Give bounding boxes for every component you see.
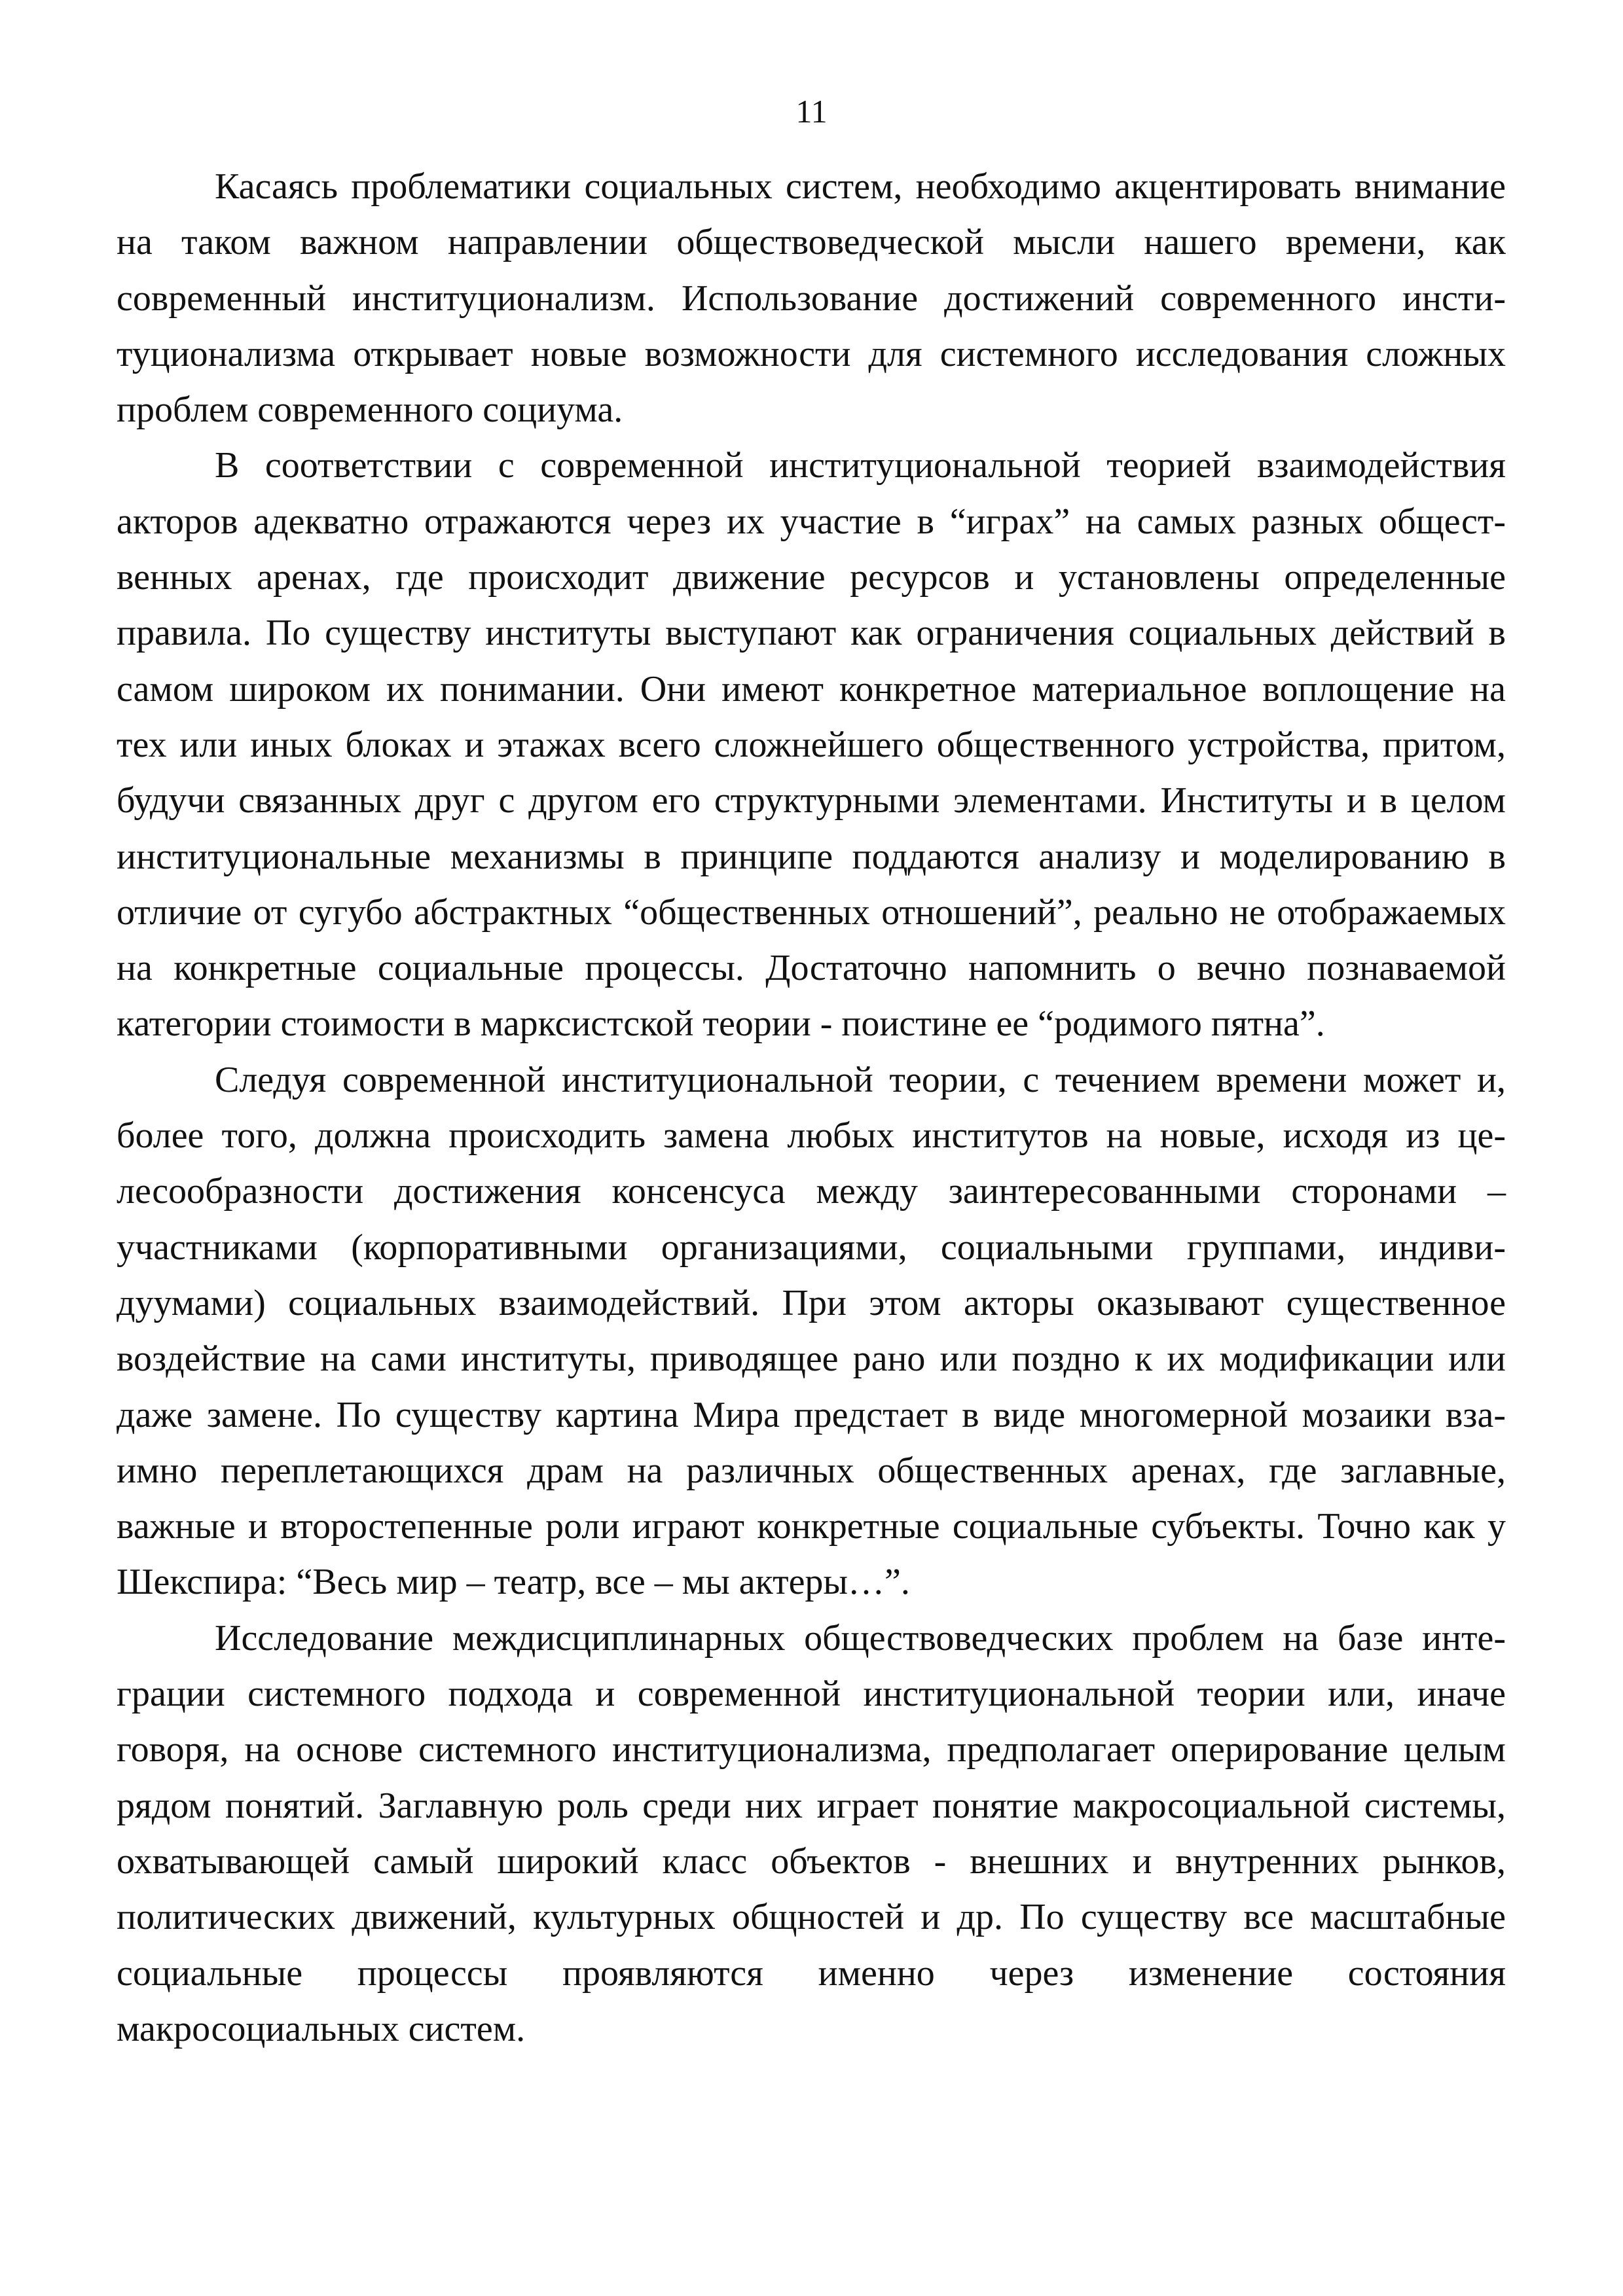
page-number: 11 [795, 93, 828, 130]
paragraph-institution-replacement: Следуя современной институциональной теории, с течением времени может и, более того, должна происходить замена любых институтов на новые, исходя из целесообразности достижения консенсуса между заинтересованными сторонами – участниками (корпоративными организациями, социальными группами, индивидуумами) социальных взаимодействий. При этом акторы оказывают существенное воздействие на сами институты, приводящее рано или поздно к их модификации или даже замене. По существу картина Мира предстает в виде многомерной мозаики взаимно переплетающихся драм на различных общественных аренах, где заглавные, важные и второстепенные роли играют конкретные социальные субъекты. Точно как у Шекспира: “Весь мир – театр, все – мы актеры…”. [117, 1059, 1506, 1603]
paragraph-institutional-theory: В соответствии с современной институциональной теорией взаимодействия акторов адекватно отражаются через их участие в “играх” на самых разных общественных аренах, где происходит движение ресурсов и установлены определенные правила. По существу институты выступают как ограничения социальных действий в самом широком их понимании. Они имеют конкретное материальное воплощение на тех или иных блоках и этажах всего сложнейшего общественного устройства, притом, будучи связанных друг с другом его структурными элементами. Институты и в целом институциональные механизмы в принципе поддаются анализу и моделированию в отличие от сугубо абстрактных “общественных отношений”, реально не отображаемых на конкретные социальные процессы. Достаточно напомнить о вечно познаваемой категории стоимости в марксистской теории - поистине ее “родимого пятна”. [117, 445, 1506, 1045]
paragraph-system-institutionalism: Исследование междисциплинарных обществоведческих проблем на базе интеграции системного подхода и современной институциональной теории или, иначе говоря, на основе системного институционализма, предполагает оперирование целым рядом понятий. Заглавную роль среди них играет понятие макросоциальной системы, охватывающей самый широкий класс объектов - внешних и внутренних рынков, политических движений, культурных общностей и др. По существу все масштабные социальные процессы проявляются именно через изменение состояния макросоциальных систем. [117, 1617, 1506, 2049]
text-body [117, 159, 1506, 2057]
paragraph-social-systems: Касаясь проблематики социальных систем, необходимо акцентировать внимание на таком важном направлении обществоведческой мысли нашего времени, как современный институционализм. Использование достижений современного институционализма открывает новые возможности для системного исследования сложных проблем современного социума. [117, 166, 1506, 431]
